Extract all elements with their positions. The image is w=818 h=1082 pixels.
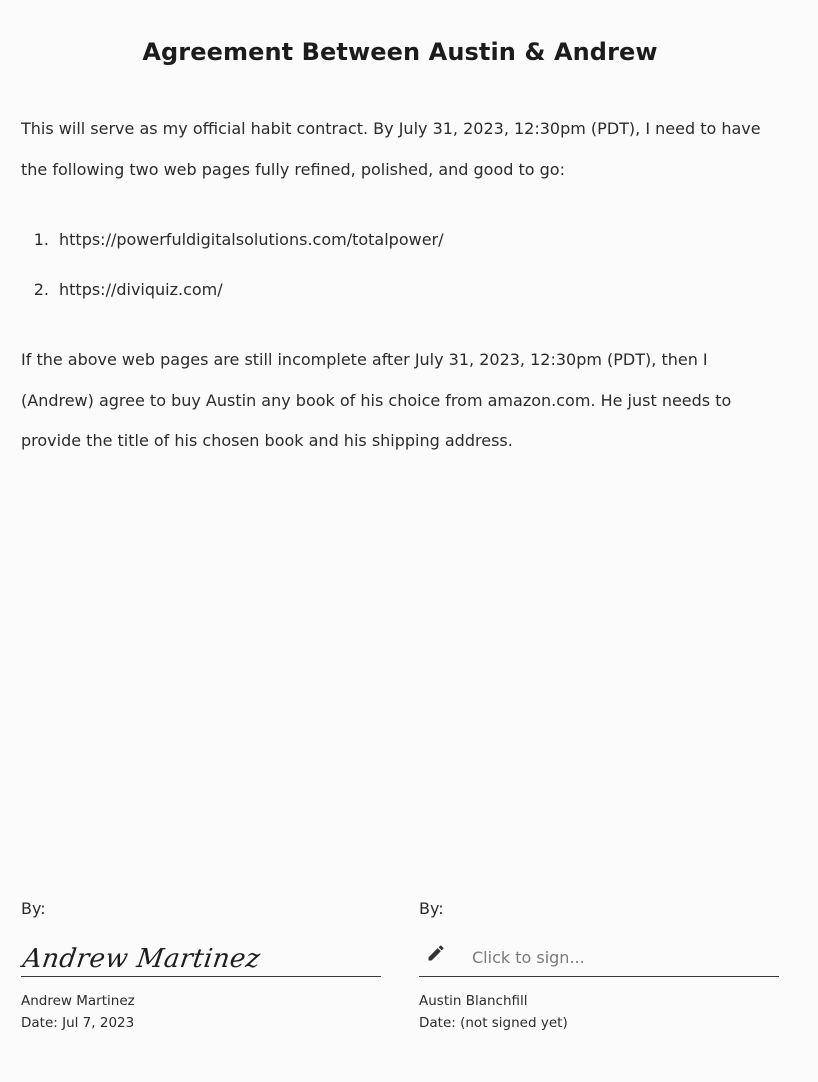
by-label: By: [21, 899, 46, 918]
list-number: 2. [33, 280, 49, 299]
signer-name: Austin Blanchfill [419, 993, 528, 1009]
by-label: By: [419, 899, 444, 918]
list-item [21, 226, 444, 276]
signature-line [419, 936, 779, 977]
pencil-icon [426, 943, 446, 963]
intro-paragraph: This will serve as my official habit contract. By July 31, 2023, 12:30pm (PDT), I need to have the following two web pages fully refined, polished, and good to go: [21, 119, 761, 179]
list-number: 1. [33, 230, 49, 249]
link-url: https://powerfuldigitalsolutions.com/totalpower/ [59, 230, 444, 249]
signer-date: Date: Jul 7, 2023 [21, 1015, 135, 1031]
page-title: Agreement Between Austin & Andrew [142, 38, 658, 66]
closing-paragraph: If the above web pages are still incomplete after July 31, 2023, 12:30pm (PDT), then I (Andrew) agree to buy Austin any book of his choice from amazon.com. He just needs to provide the title of his chosen book and his shipping address. [21, 350, 732, 450]
link-list [21, 226, 444, 326]
signature-block-left [21, 898, 381, 1034]
link-url: https://diviquiz.com/ [59, 280, 223, 299]
signature-block-right [419, 898, 779, 1034]
handwritten-signature: Andrew Martinez [20, 944, 263, 974]
sign-placeholder: Click to sign... [472, 948, 585, 967]
list-item [21, 276, 444, 326]
signer-name: Andrew Martinez [21, 993, 135, 1009]
signature-line [21, 936, 381, 977]
signer-date: Date: (not signed yet) [419, 1015, 568, 1031]
click-to-sign-button[interactable] [419, 936, 779, 976]
